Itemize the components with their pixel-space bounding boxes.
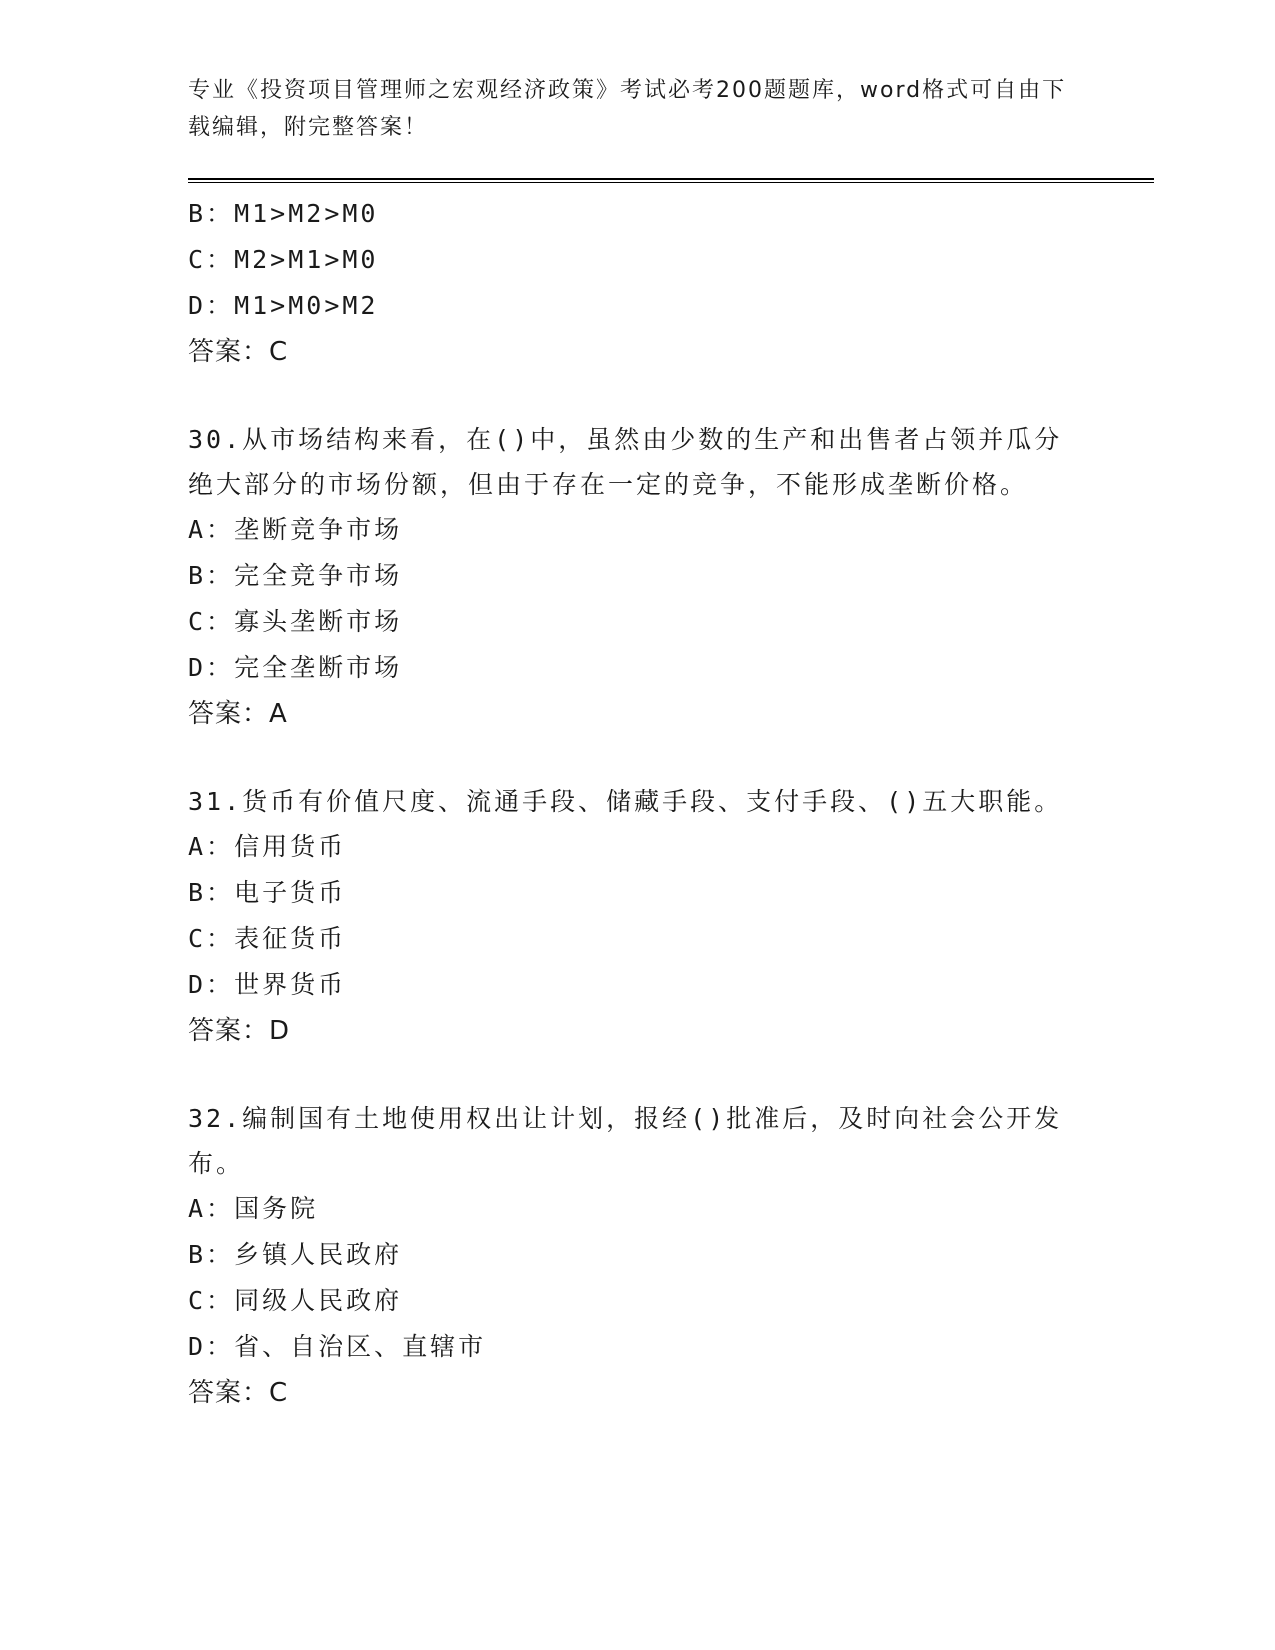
header-divider: [188, 178, 1154, 183]
question-text: 32.编制国有土地使用权出让计划，报经()批准后，及时向社会公开发布。: [188, 1104, 1063, 1178]
answer-line: 答案：A: [188, 699, 288, 729]
option-c: C：M2>M1>M0: [188, 245, 379, 274]
answer-value: D: [269, 1016, 291, 1046]
answer-line: 答案：D: [188, 1016, 291, 1046]
option-b: B：M1>M2>M0: [188, 199, 379, 228]
option-c: C：同级人民政府: [188, 1286, 403, 1315]
option-a: A：国务院: [188, 1194, 319, 1223]
option-b: B：完全竞争市场: [188, 561, 403, 590]
option-a: A：信用货币: [188, 832, 347, 861]
answer-value: C: [269, 337, 289, 367]
answer-line: 答案：C: [188, 337, 289, 367]
option-b: B：电子货币: [188, 878, 347, 907]
option-c: C：表征货币: [188, 924, 347, 953]
question-32: [188, 1096, 1088, 1416]
answer-value: C: [269, 1378, 289, 1408]
question-30: [188, 417, 1088, 737]
question-text: 31.货币有价值尺度、流通手段、储藏手段、支付手段、()五大职能。: [188, 787, 1063, 816]
document-header: 专业《投资项目管理师之宏观经济政策》考试必考200题题库，word格式可自由下载编辑，附完整答案！: [188, 78, 1067, 140]
option-c: C：寡头垄断市场: [188, 607, 403, 636]
answer-value: A: [269, 699, 288, 729]
answer-line: 答案：C: [188, 1378, 289, 1408]
option-d: D：省、自治区、直辖市: [188, 1332, 487, 1361]
question-list: [188, 191, 1088, 1416]
question-31: [188, 779, 1088, 1054]
option-d: D：完全垄断市场: [188, 653, 403, 682]
option-a: A：垄断竞争市场: [188, 515, 403, 544]
question-text: 30.从市场结构来看，在()中，虽然由少数的生产和出售者占领并瓜分绝大部分的市场份额，但由于存在一定的竞争，不能形成垄断价格。: [188, 425, 1063, 499]
previous-question-tail: [188, 191, 1088, 375]
option-d: D：M1>M0>M2: [188, 291, 379, 320]
option-d: D：世界货币: [188, 970, 347, 999]
option-b: B：乡镇人民政府: [188, 1240, 403, 1269]
